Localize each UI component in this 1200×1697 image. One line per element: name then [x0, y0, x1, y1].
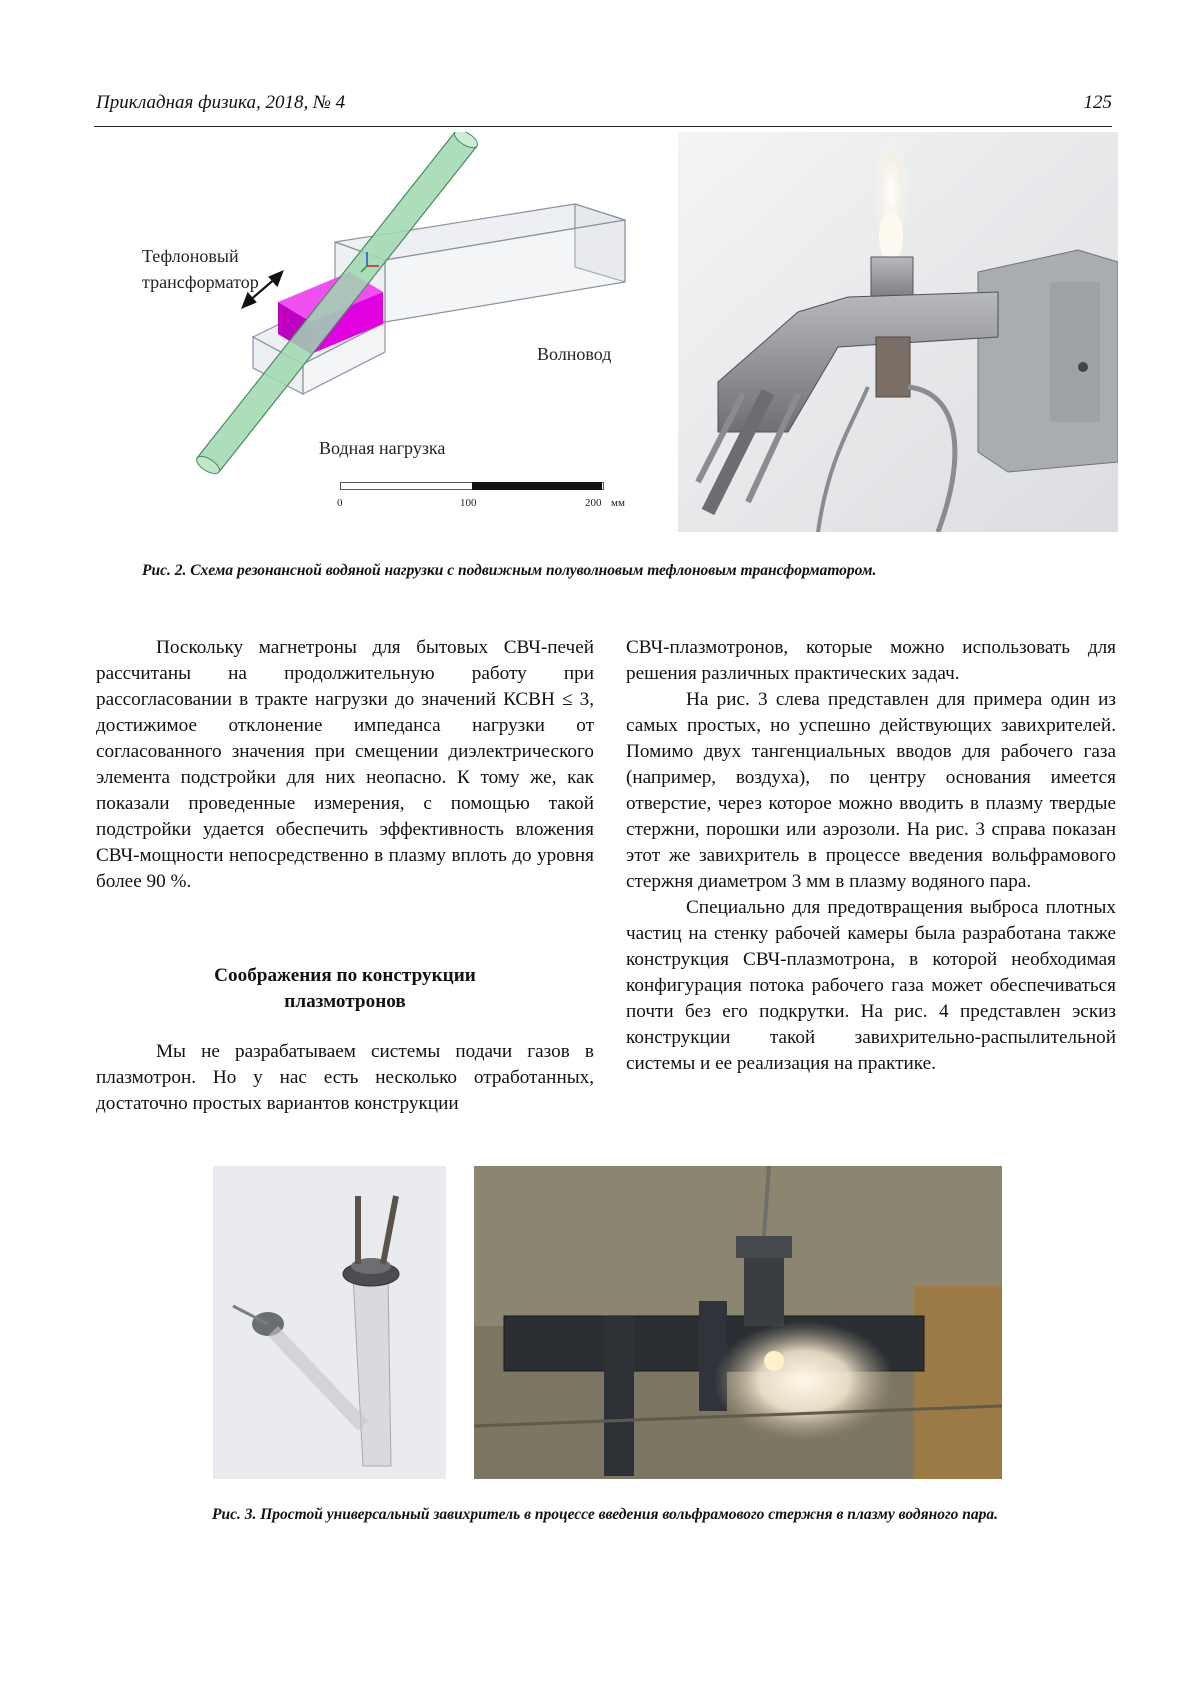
section-heading [96, 963, 594, 1015]
label-teflon-transformer [142, 243, 259, 295]
scale-tick-100: 100 [460, 497, 477, 509]
scale-tick-200: 200 [585, 497, 602, 509]
section-heading-line1: Соображения по конструкции [214, 965, 476, 986]
left-column-bottom [96, 1039, 594, 1117]
running-head: Прикладная физика, 2018, № 4 [96, 92, 346, 113]
right-column [626, 635, 1116, 1077]
plasmatron-photo [678, 132, 1118, 532]
paragraph-gas-supply: Мы не разрабатываем системы подачи газов в плазмотрон. Но у нас есть несколько отработанных, достаточно простых вариантов конструкции [96, 1041, 594, 1114]
water-load-schematic [135, 132, 655, 532]
label-waveguide: Волновод [537, 344, 612, 364]
section-heading-line2: плазмотронов [284, 991, 406, 1012]
paragraph-design: Специально для предотвращения выброса плотных частиц на стенку рабочей камеры была разработана также конструкция СВЧ-плазмотрона, в которой необходимая конфигурация потока рабочего газа может обеспечиваться почти без его подкрутки. На рис. 4 представлен эскиз конструкции такой завихрительно-распылительной системы и ее реализация на практике. [626, 897, 1116, 1074]
label-teflon-line2: трансформатор [142, 272, 259, 292]
scale-bar-dark-segment [472, 482, 602, 490]
swirler-photo [213, 1166, 446, 1479]
scale-unit: мм [611, 497, 625, 509]
figure-3-caption: Рис. 3. Простой универсальный завихритель в процессе введения вольфрамового стержня в плазму водяного пара. [212, 1506, 999, 1523]
plasma-torch-operation-photo [474, 1166, 1002, 1479]
left-column-top [96, 635, 594, 895]
paragraph-continuation: СВЧ-плазмотронов, которые можно использовать для решения различных практических задач. [626, 637, 1116, 684]
paragraph-swirler: На рис. 3 слева представлен для примера один из самых простых, но успешно действующих завихрителей. Помимо двух тангенциальных вводов для рабочего газа (например, воздуха), по центру основания имеется отверстие, через которое можно вводить в плазму твердые стержни, порошки или аэрозоли. На рис. 3 справа показан этот же завихритель в процессе введения вольфрамового стержня диаметром 3 мм в плазму водяного пара. [626, 689, 1116, 892]
paragraph-ksvn: Поскольку магнетроны для бытовых СВЧ-печей рассчитаны на продолжительную работу при рассогласовании в тракте нагрузки до значений КСВН ≤ 3, достижимое отклонение импеданса нагрузки от согласованного значения при смещении диэлектрического элемента подстройки для них неопасно. К тому же, как показали проведенные измерения, с помощью такой подстройки удается обеспечить эффективность вложения СВЧ-мощности непосредственно в плазму вплоть до уровня более 90 %. [96, 637, 594, 892]
page-number: 125 [1083, 92, 1112, 113]
label-teflon-line1: Тефлоновый [142, 246, 239, 266]
header-rule [94, 126, 1112, 127]
label-water-load: Водная нагрузка [319, 438, 446, 458]
figure-2-caption: Рис. 2. Схема резонансной водяной нагрузки с подвижным полуволновым тефлоновым трансформатором. [142, 562, 877, 579]
scale-tick-0: 0 [337, 497, 343, 509]
